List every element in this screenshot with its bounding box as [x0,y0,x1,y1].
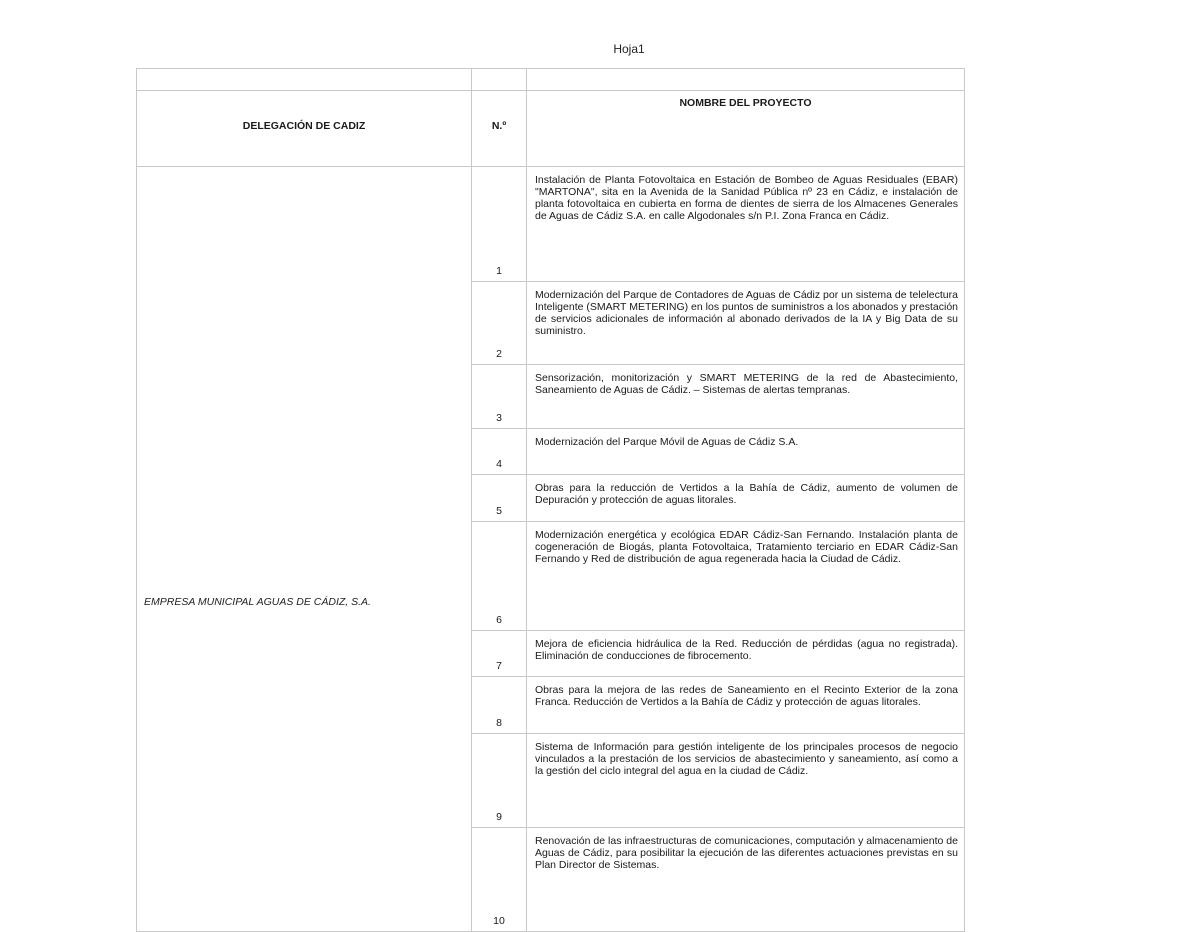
project-name[interactable]: Mejora de eficiencia hidráulica de la Red. Reducción de pérdidas (agua no registrada). Eliminación de conducciones de fibrocemento. [527,631,965,677]
project-name[interactable]: Modernización del Parque Móvil de Aguas de Cádiz S.A. [527,429,965,475]
project-name[interactable]: Obras para la reducción de Vertidos a la Bahía de Cádiz, aumento de volumen de Depuración y protección de aguas litorales. [527,475,965,522]
header-delegation[interactable]: DELEGACIÓN DE CADIZ [137,91,472,167]
row-number[interactable]: 8 [472,677,527,734]
company-name: EMPRESA MUNICIPAL AGUAS DE CÁDIZ, S.A. [144,596,371,608]
company-cell[interactable] [137,167,472,932]
blank-row [137,69,965,91]
table-row [137,167,965,282]
project-name[interactable]: Modernización energética y ecológica EDAR Cádiz-San Fernando. Instalación planta de cogeneración de Biogás, planta Fotovoltaica, Tratamiento terciario en EDAR Cádiz-San Fernando y Red de distribución de agua regenerada hacia la Ciudad de Cádiz. [527,522,965,631]
blank-cell[interactable] [527,69,965,91]
spreadsheet-grid [136,68,964,927]
row-number[interactable]: 6 [472,522,527,631]
project-name[interactable]: Obras para la mejora de las redes de Saneamiento en el Recinto Exterior de la zona Franca. Reducción de Vertidos a la Bahía de Cádiz y protección de aguas litorales. [527,677,965,734]
sheet-title: Hoja1 [613,42,645,56]
project-name[interactable]: Modernización del Parque de Contadores de Aguas de Cádiz por un sistema de telelectura Inteligente (SMART METERING) en los puntos de suministros a los abonados y prestación de servicios adicionales de información al abonado derivados de la IA y Big Data de su suministro. [527,282,965,365]
projects-table [136,68,965,932]
row-number[interactable]: 10 [472,828,527,932]
project-name[interactable]: Sensorización, monitorización y SMART METERING de la red de Abastecimiento, Saneamiento de Aguas de Cádiz. – Sistemas de alertas tempranas. [527,365,965,429]
project-name[interactable]: Instalación de Planta Fotovoltaica en Estación de Bombeo de Aguas Residuales (EBAR) "MARTONA", sita en la Avenida de la Sanidad Pública nº 23 en Cádiz, e instalación de planta fotovoltaica en cubierta en forma de dientes de sierra de los Almacenes Generales de Aguas de Cádiz S.A. en calle Algodonales s/n P.I. Zona Franca en Cádiz. [527,167,965,282]
header-project-name[interactable]: NOMBRE DEL PROYECTO [527,91,965,167]
header-number[interactable]: N.º [472,91,527,167]
row-number[interactable]: 2 [472,282,527,365]
header-row [137,91,965,167]
row-number[interactable]: 7 [472,631,527,677]
project-name[interactable]: Sistema de Información para gestión inteligente de los principales procesos de negocio vinculados a la prestación de los servicios de abastecimiento y saneamiento, así como a la gestión del ciclo integral del agua en la ciudad de Cádiz. [527,734,965,828]
blank-cell[interactable] [137,69,472,91]
row-number[interactable]: 5 [472,475,527,522]
project-name[interactable]: Renovación de las infraestructuras de comunicaciones, computación y almacenamiento de Aguas de Cádiz, para posibilitar la ejecución de las diferentes actuaciones previstas en su Plan Director de Sistemas. [527,828,965,932]
row-number[interactable]: 3 [472,365,527,429]
blank-cell[interactable] [472,69,527,91]
row-number[interactable]: 1 [472,167,527,282]
row-number[interactable]: 4 [472,429,527,475]
row-number[interactable]: 9 [472,734,527,828]
